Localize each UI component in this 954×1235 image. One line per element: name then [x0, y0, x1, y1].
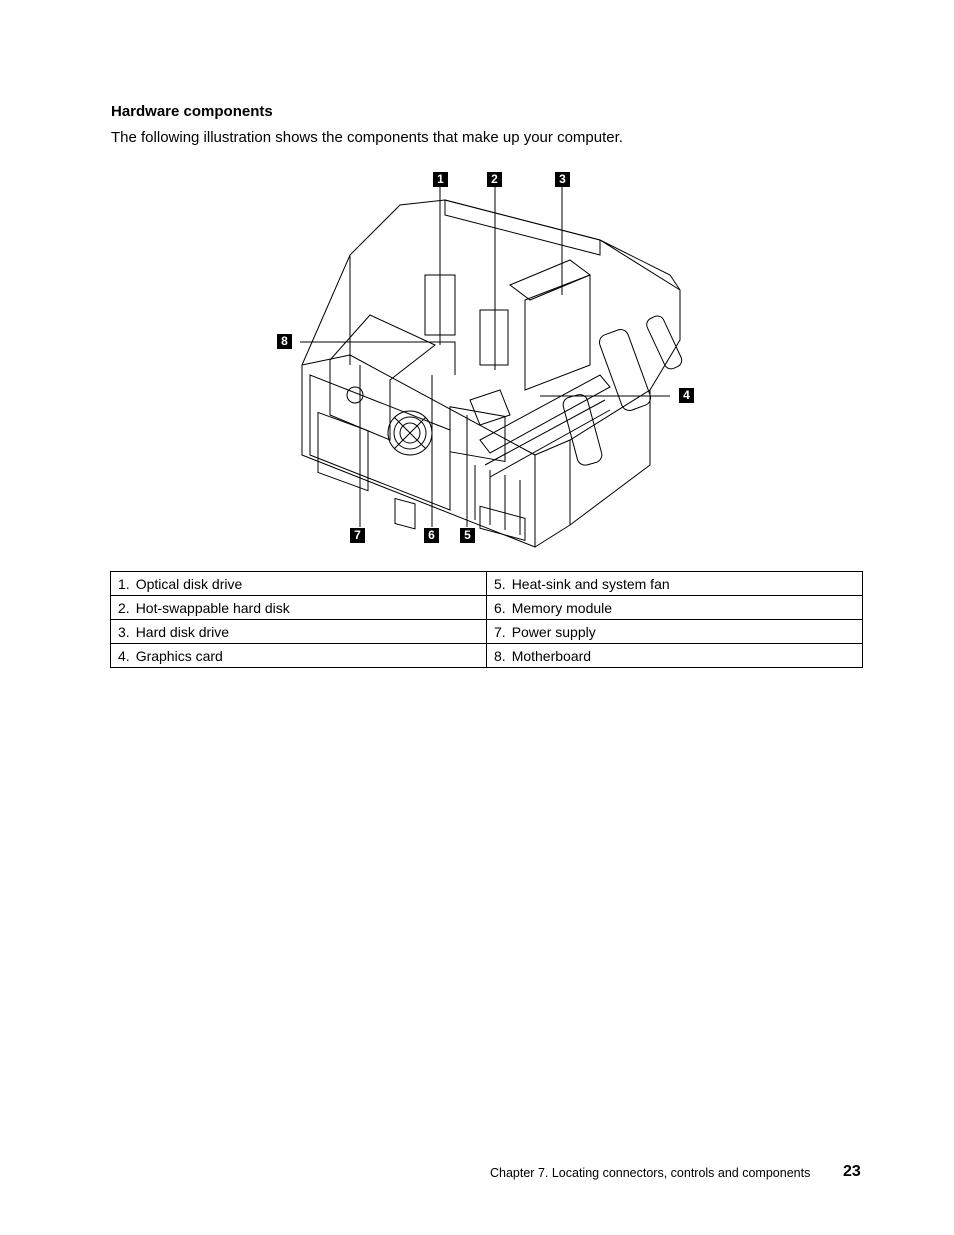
table-cell — [111, 596, 487, 620]
table-cell — [487, 620, 863, 644]
callout-6: 6 — [424, 528, 439, 543]
item-number: 2. — [118, 599, 130, 616]
callout-1: 1 — [433, 172, 448, 187]
table-row — [111, 620, 863, 644]
section-heading: Hardware components — [111, 103, 273, 120]
item-number: 7. — [494, 623, 506, 640]
item-label: Graphics card — [135, 647, 223, 664]
callout-4: 4 — [679, 388, 694, 403]
components-table — [110, 571, 863, 668]
table-cell — [111, 572, 487, 596]
item-number: 5. — [494, 575, 506, 592]
item-number: 1. — [118, 575, 130, 592]
table-row — [111, 644, 863, 668]
callout-5: 5 — [460, 528, 475, 543]
item-number: 6. — [494, 599, 506, 616]
callout-8: 8 — [277, 334, 292, 349]
computer-illustration — [270, 165, 710, 555]
item-number: 3. — [118, 623, 130, 640]
table-cell — [487, 572, 863, 596]
table-row — [111, 596, 863, 620]
computer-chassis-drawing — [270, 165, 710, 555]
item-label: Motherboard — [511, 647, 592, 664]
item-label: Memory module — [511, 599, 613, 616]
item-label: Optical disk drive — [135, 575, 243, 592]
item-label: Heat-sink and system fan — [511, 575, 670, 592]
item-label: Hot-swappable hard disk — [135, 599, 290, 616]
footer-chapter: Chapter 7. Locating connectors, controls and components — [490, 1166, 811, 1180]
callout-3: 3 — [555, 172, 570, 187]
intro-paragraph: The following illustration shows the components that make up your computer. — [111, 129, 623, 146]
item-number: 8. — [494, 647, 506, 664]
page-number: 23 — [843, 1163, 861, 1180]
table-cell — [111, 620, 487, 644]
table-cell — [487, 644, 863, 668]
callout-2: 2 — [487, 172, 502, 187]
table-cell — [487, 596, 863, 620]
item-label: Power supply — [511, 623, 596, 640]
table-row — [111, 572, 863, 596]
item-number: 4. — [118, 647, 130, 664]
item-label: Hard disk drive — [135, 623, 230, 640]
table-cell — [111, 644, 487, 668]
callout-7: 7 — [350, 528, 365, 543]
